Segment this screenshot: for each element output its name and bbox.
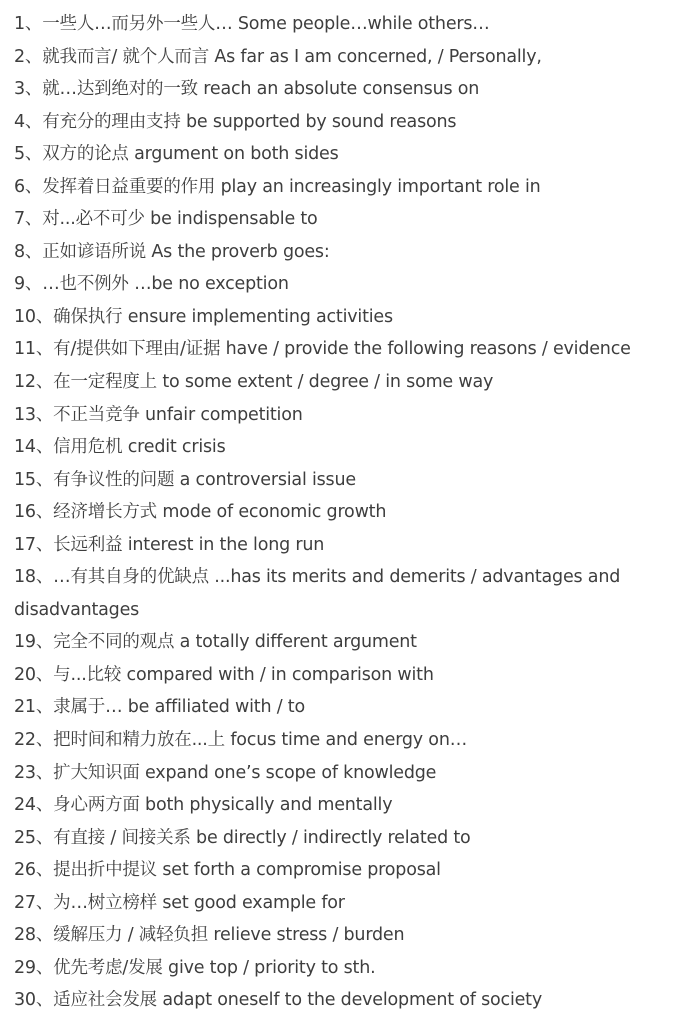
item-number: 8、 bbox=[14, 241, 43, 262]
item-number: 16、 bbox=[14, 502, 54, 523]
item-number: 5、 bbox=[14, 144, 43, 165]
item-number: 3、 bbox=[14, 79, 43, 100]
item-text: 经济增长方式 mode of economic growth bbox=[53, 502, 387, 523]
list-item bbox=[14, 41, 686, 74]
item-number: 27、 bbox=[14, 892, 54, 913]
item-text: 优先考虑/发展 give top / priority to sth. bbox=[53, 957, 376, 978]
list-item bbox=[14, 268, 686, 301]
list-item bbox=[14, 952, 686, 985]
list-item bbox=[14, 301, 686, 334]
item-text: 一些人…而另外一些人… Some people…while others… bbox=[42, 14, 490, 34]
item-text: 正如谚语所说 As the proverb goes: bbox=[42, 241, 330, 262]
list-item bbox=[14, 171, 686, 204]
list-item bbox=[14, 887, 686, 920]
item-text: 扩大知识面 expand one’s scope of knowledge bbox=[53, 762, 437, 783]
list-item bbox=[14, 822, 686, 855]
list-item bbox=[14, 789, 686, 822]
list-item bbox=[14, 496, 686, 529]
item-text: 确保执行 ensure implementing activities bbox=[53, 306, 393, 327]
item-number: 26、 bbox=[14, 860, 54, 881]
item-text: 在一定程度上 to some extent / degree / in some way bbox=[53, 372, 494, 393]
item-number: 22、 bbox=[14, 730, 54, 751]
item-text: 就…达到绝对的一致 reach an absolute consensus on bbox=[42, 79, 480, 100]
item-text: 把时间和精力放在...上 focus time and energy on… bbox=[53, 730, 468, 751]
item-number: 2、 bbox=[14, 46, 43, 67]
item-text: 信用危机 credit crisis bbox=[53, 437, 226, 458]
list-item bbox=[14, 333, 686, 366]
item-number: 23、 bbox=[14, 762, 54, 783]
item-text: 与...比较 compared with / in comparison with bbox=[53, 664, 434, 685]
list-item-continuation bbox=[14, 594, 686, 627]
item-number: 25、 bbox=[14, 827, 54, 848]
item-text: 身心两方面 both physically and mentally bbox=[53, 795, 393, 816]
list-item bbox=[14, 561, 686, 594]
item-number: 12、 bbox=[14, 372, 54, 393]
list-item bbox=[14, 626, 686, 659]
list-item bbox=[14, 399, 686, 432]
item-number: 9、 bbox=[14, 274, 43, 295]
item-text: …有其自身的优缺点 ...has its merits and demerits / advantages and bbox=[53, 567, 621, 588]
list-item bbox=[14, 919, 686, 952]
list-item bbox=[14, 757, 686, 790]
list-item bbox=[14, 464, 686, 497]
item-number: 24、 bbox=[14, 795, 54, 816]
list-item bbox=[14, 366, 686, 399]
item-number: 10、 bbox=[14, 306, 54, 327]
item-number: 18、 bbox=[14, 567, 54, 588]
item-number: 13、 bbox=[14, 404, 54, 425]
item-text: 长远利益 interest in the long run bbox=[53, 534, 325, 555]
item-text: 为…树立榜样 set good example for bbox=[53, 892, 345, 913]
item-number: 7、 bbox=[14, 209, 43, 230]
item-number: 17、 bbox=[14, 534, 54, 555]
item-text: 有充分的理由支持 be supported by sound reasons bbox=[42, 111, 457, 132]
list-item bbox=[14, 106, 686, 139]
item-number: 15、 bbox=[14, 469, 54, 490]
list-item bbox=[14, 431, 686, 464]
item-text: 完全不同的观点 a totally different argument bbox=[53, 632, 417, 653]
item-text: 适应社会发展 adapt oneself to the development of society bbox=[53, 990, 542, 1011]
item-text: 有/提供如下理由/证据 have / provide the following reasons / evidence bbox=[53, 339, 631, 360]
item-text: 有争议性的问题 a controversial issue bbox=[53, 469, 356, 490]
list-item bbox=[14, 203, 686, 236]
list-item bbox=[14, 529, 686, 562]
item-text: 就我而言/ 就个人而言 As far as I am concerned, / Personally, bbox=[42, 46, 542, 67]
item-number: 14、 bbox=[14, 437, 54, 458]
item-number: 30、 bbox=[14, 990, 54, 1011]
list-item bbox=[14, 73, 686, 106]
item-text: …也不例外 …be no exception bbox=[42, 274, 289, 295]
list-item bbox=[14, 984, 686, 1017]
list-item bbox=[14, 236, 686, 269]
item-number: 28、 bbox=[14, 925, 54, 946]
item-text: 双方的论点 argument on both sides bbox=[42, 144, 339, 165]
item-text: 隶属于… be affiliated with / to bbox=[53, 697, 305, 718]
list-item bbox=[14, 138, 686, 171]
item-number: 11、 bbox=[14, 339, 54, 360]
item-text: 缓解压力 / 减轻负担 relieve stress / burden bbox=[53, 925, 405, 946]
item-text: 提出折中提议 set forth a compromise proposal bbox=[53, 860, 441, 881]
item-text: disadvantages bbox=[14, 599, 140, 620]
item-text: 不正当竞争 unfair competition bbox=[53, 404, 303, 425]
item-number: 21、 bbox=[14, 697, 54, 718]
list-item bbox=[14, 724, 686, 757]
list-item bbox=[14, 854, 686, 887]
item-text: 对...必不可少 be indispensable to bbox=[42, 209, 318, 230]
item-number: 20、 bbox=[14, 664, 54, 685]
item-number: 1、 bbox=[14, 14, 43, 34]
item-text: 有直接 / 间接关系 be directly / indirectly related to bbox=[53, 827, 471, 848]
item-number: 4、 bbox=[14, 111, 43, 132]
item-number: 19、 bbox=[14, 632, 54, 653]
item-text: 发挥着日益重要的作用 play an increasingly important role in bbox=[42, 176, 541, 197]
list-item bbox=[14, 8, 686, 41]
list-item bbox=[14, 659, 686, 692]
item-number: 29、 bbox=[14, 957, 54, 978]
list-item bbox=[14, 691, 686, 724]
item-number: 6、 bbox=[14, 176, 43, 197]
